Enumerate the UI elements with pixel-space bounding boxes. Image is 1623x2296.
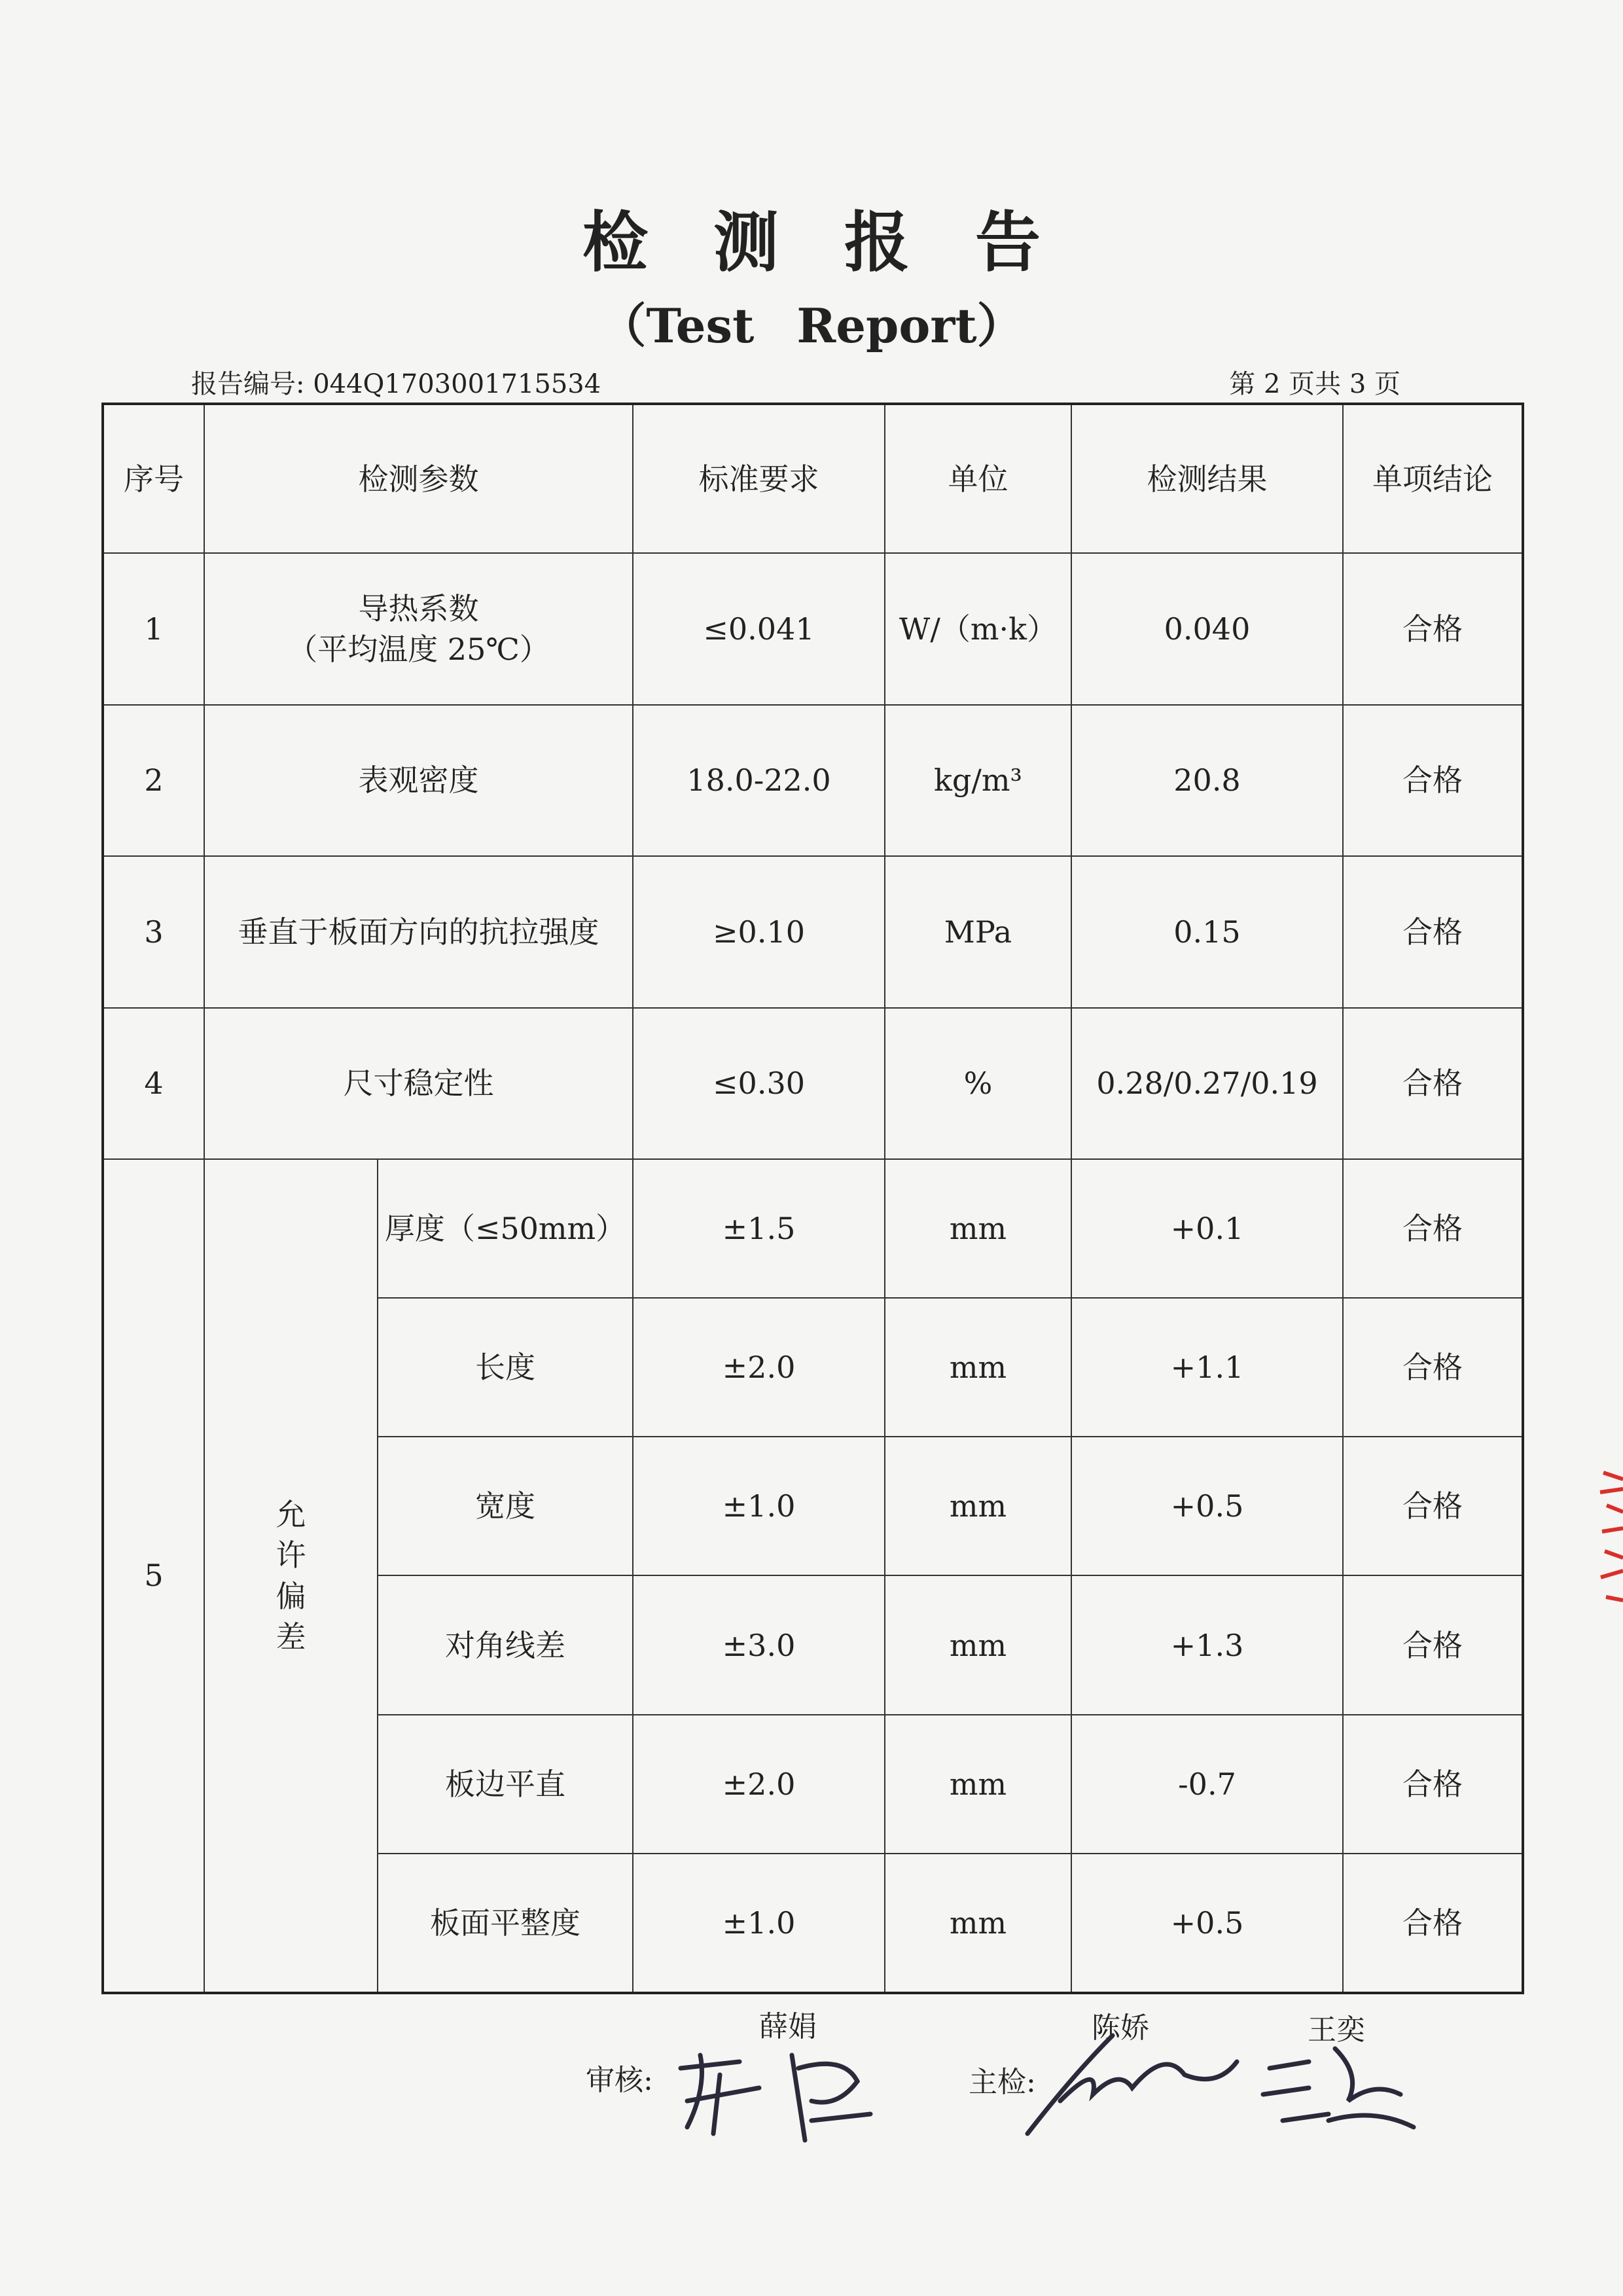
cell-standard: ±1.0 [633,1854,885,1993]
cell-standard: ±2.0 [633,1298,885,1437]
cell-conclusion: 合格 [1343,1575,1523,1714]
cell-unit: mm [885,1854,1071,1993]
cell-conclusion: 合格 [1343,1854,1523,1993]
table-row [103,553,1523,704]
cell-result: +1.3 [1071,1575,1343,1714]
table-row [103,856,1523,1007]
cell-conclusion: 合格 [1343,1159,1523,1298]
cell-result: +0.1 [1071,1159,1343,1298]
reviewer-signature [661,2029,897,2147]
report-number: 报告编号: 044Q1703001715534 [191,369,601,399]
cell-conclusion: 合格 [1343,553,1523,704]
inspector-label: 主检: [969,2066,1036,2099]
cell-no: 4 [103,1008,204,1159]
col-header-conclusion: 单项结论 [1343,404,1523,553]
cell-param: 垂直于板面方向的抗拉强度 [204,856,633,1007]
cell-group-label [204,1159,378,1993]
table-row [103,1008,1523,1159]
group-label: 允许偏差 [276,1497,306,1655]
page-number: 第 2 页共 3 页 [1229,369,1400,399]
report-title: 检测报告 [582,204,1106,281]
cell-unit: mm [885,1437,1071,1575]
cell-unit: % [885,1008,1071,1159]
cell-unit: mm [885,1715,1071,1854]
cell-standard: 18.0-22.0 [633,705,885,856]
cell-no: 5 [103,1159,204,1993]
report-subtitle: （Test Report） [599,298,1024,353]
param-line1: 导热系数 [358,590,479,626]
cell-result: +1.1 [1071,1298,1343,1437]
cell-standard: ±1.5 [633,1159,885,1298]
cell-result: 20.8 [1071,705,1343,856]
cell-conclusion: 合格 [1343,1008,1523,1159]
cell-unit: mm [885,1298,1071,1437]
cell-conclusion: 合格 [1343,1715,1523,1854]
cell-no: 2 [103,705,204,856]
cell-param: 板面平整度 [378,1854,633,1993]
cell-standard: ±1.0 [633,1437,885,1575]
cell-param: 长度 [378,1298,633,1437]
cell-result: 0.15 [1071,856,1343,1007]
cell-param: 表观密度 [204,705,633,856]
cell-result: 0.040 [1071,553,1343,704]
cell-param: 厚度（≤50mm） [378,1159,633,1298]
reviewer-name: 薛娟 [759,2010,817,2043]
inspector-name-1: 陈娇 [1092,2011,1149,2045]
col-header-result: 检测结果 [1071,404,1343,553]
cell-standard: ±2.0 [633,1715,885,1854]
cell-standard: ≥0.10 [633,856,885,1007]
col-header-unit: 单位 [885,404,1071,553]
col-header-param: 检测参数 [204,404,633,553]
reviewer-label: 审核: [586,2064,653,2097]
cell-result: +0.5 [1071,1854,1343,1993]
cell-conclusion: 合格 [1343,1437,1523,1575]
cell-param: 对角线差 [378,1575,633,1714]
col-header-no: 序号 [103,404,204,553]
col-header-standard: 标准要求 [633,404,885,553]
cell-unit: MPa [885,856,1071,1007]
cell-conclusion: 合格 [1343,856,1523,1007]
cell-unit: W/（m·k） [885,553,1071,704]
cell-no: 1 [103,553,204,704]
table-row [103,705,1523,856]
cell-result: 0.28/0.27/0.19 [1071,1008,1343,1159]
cell-conclusion: 合格 [1343,705,1523,856]
cell-standard: ≤0.30 [633,1008,885,1159]
inspector-name-2: 王奕 [1308,2013,1365,2047]
inspector-signature [1021,2022,1427,2140]
cell-standard: ±3.0 [633,1575,885,1714]
cell-result: -0.7 [1071,1715,1343,1854]
cell-unit: mm [885,1159,1071,1298]
cell-no: 3 [103,856,204,1007]
cell-param: 宽度 [378,1437,633,1575]
cell-standard: ≤0.041 [633,553,885,704]
cell-param: 尺寸稳定性 [204,1008,633,1159]
table-row [103,1159,1523,1298]
table-header-row [103,404,1523,553]
cell-unit: mm [885,1575,1071,1714]
param-line2: （平均温度 25℃） [287,632,550,668]
cell-param: 板边平直 [378,1715,633,1854]
cell-result: +0.5 [1071,1437,1343,1575]
results-table [101,403,1524,1994]
cell-conclusion: 合格 [1343,1298,1523,1437]
cell-param [204,553,633,704]
red-stamp-fragment [1597,1466,1623,1610]
cell-unit: kg/m³ [885,705,1071,856]
